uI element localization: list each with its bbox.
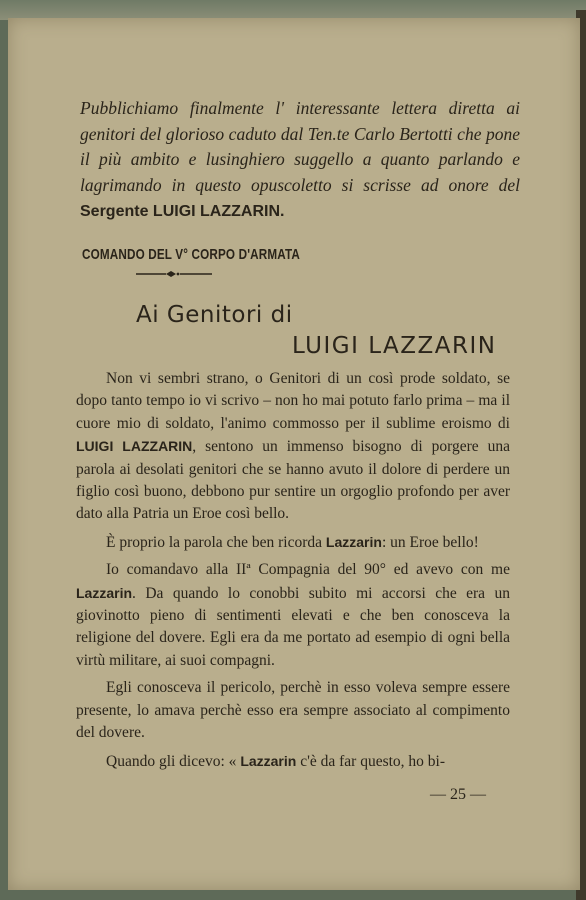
- ornament-divider: [136, 270, 212, 278]
- letter-text: È proprio la parola che ben ricorda: [106, 533, 326, 551]
- letter-paragraph-2: [76, 531, 510, 554]
- page-number: — 25 —: [430, 786, 486, 803]
- letter-paragraph-4: Egli conosceva il pericolo, perchè in esso voleva sempre essere presente, lo amava perchè esso era sempre associato al compimento del dovere.: [76, 679, 510, 742]
- book-binding-top: [0, 0, 586, 20]
- letter-text: Quando gli dicevo: «: [106, 752, 241, 770]
- letter-text: Io comandavo alla IIª Compagnia del 90° ed avevo con me: [106, 561, 510, 579]
- letter-text: . Da quando lo conobbi subito mi accorsi che era un giovinotto pieno di sentimenti elevati e che ben conosceva la religione del dovere. Egli era da me portato ad esempio di ogni bella virtù militare, ai suoi compagni.: [76, 584, 510, 669]
- intro-sergeant-name: Sergente LUIGI LAZZARIN.: [80, 203, 285, 220]
- letter-text: Non vi sembri strano, o Genitori di un così prode soldato, se dopo tanto tempo io vi scrivo – non ho mai potuto farlo prima – ma il cuore mio di soldato, l'animo commosso per il sublime eroismo di: [76, 370, 510, 432]
- letter-body: [76, 368, 510, 773]
- letter-paragraph-1: [76, 368, 510, 526]
- intro-paragraph: [80, 96, 520, 225]
- soldier-name: Lazzarin: [76, 584, 133, 601]
- soldier-name: LUIGI LAZZARIN: [76, 438, 193, 455]
- intro-text: Pubblichiamo finalmente l' interessante lettera diretta ai genitori del glorioso caduto dal Ten.te Carlo Bertotti che pone il più ambito e lusinghiero suggello a quanto parlando e lagrimando in questo opuscoletto si scrisse ad onore del: [80, 98, 520, 195]
- soldier-name: Lazzarin: [325, 533, 382, 550]
- letter-paragraph-5: [76, 750, 510, 773]
- letter-text: c'è da far questo, ho bi-: [296, 752, 446, 770]
- letter-text: , sentono un immenso bisogno di porgere una parola ai desolati genitori che se hanno avuto il dolore di perdere un figlio così buono, debbono pur sentire un orgoglio profondo per aver dato alla Patria un Eroe così bello.: [76, 438, 510, 523]
- greeting-line-2: LUIGI LAZZARIN: [292, 333, 497, 359]
- greeting-line-1: Ai Genitori di: [136, 302, 293, 328]
- letter-paragraph-3: [76, 559, 510, 672]
- letter-text: : un Eroe bello!: [381, 533, 479, 551]
- soldier-name: Lazzarin: [240, 752, 297, 769]
- command-heading: COMANDO DEL V° CORPO D'ARMATA: [82, 246, 301, 263]
